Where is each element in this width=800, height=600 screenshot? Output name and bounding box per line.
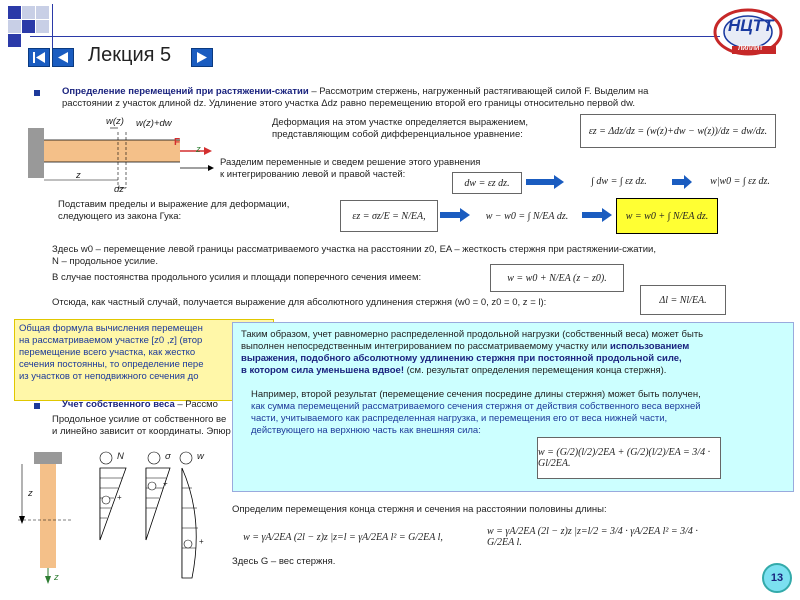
- popup-para1: [241, 329, 789, 377]
- deco-square-dark-1: [8, 6, 21, 19]
- arrow-4: [582, 208, 612, 222]
- bullet-2: [34, 403, 40, 409]
- limits-eq1: εz = σz/E = N/EA,: [340, 200, 438, 232]
- popup-p1e: в котором сила уменьшена вдвое!: [241, 365, 404, 376]
- wdw-label: w(z)+dw: [136, 118, 172, 129]
- here-equation: w = w0 + N/EA (z − z0).: [490, 264, 624, 292]
- limits-line1: Подставим пределы и выражение для деформации,: [58, 199, 290, 210]
- force-label: F: [174, 137, 181, 148]
- arrow-3: [440, 208, 470, 222]
- section1-line1: – Рассмотрим стержень, нагруженный растягивающей силой F. Выделим на: [308, 86, 649, 97]
- arrow-2: [672, 175, 692, 189]
- popup-p2d: действующего на верхнюю часть как внешняя сила:: [251, 425, 481, 436]
- page-number-badge: [762, 563, 792, 593]
- page-number: 13: [770, 572, 784, 584]
- here-line2: N – продольное усилие.: [52, 256, 158, 267]
- popup-para2: [251, 389, 789, 437]
- explanation-popup: [232, 322, 794, 492]
- axis-z2-label: z: [54, 572, 59, 583]
- endresult-eq1: w = γA/2EA (2l − z)z |z=l = γA/2EA l² = G/2EA l,: [230, 518, 456, 556]
- limits-line2: следующего из закона Гука:: [58, 211, 182, 222]
- separate-eq1: dw = εz dz.: [452, 172, 522, 194]
- w-epure-label: w: [197, 451, 204, 462]
- general-line2: на рассматриваемом участке [z0 ,z] (втор: [19, 335, 203, 346]
- deform-line1: Деформация на этом участке определяется выражением,: [272, 117, 529, 128]
- triangle-right-icon: [192, 49, 212, 66]
- logo: [712, 6, 784, 58]
- popup-p1b: выполнен непосредственным интегрированием по рассматриваемому участку или: [241, 341, 610, 352]
- popup-equation: w = (G/2)(l/2)/2EA + (G/2)(l/2)/EA = 3/4 · Gl/2EA.: [537, 437, 721, 479]
- here-text: [52, 244, 792, 268]
- logo-subtext: ЛИЛЛИТ: [738, 46, 763, 52]
- here-line1: Здесь w0 – перемещение левой границы рассматриваемого участка на расстоянии z0, EA – жесткость стержня при растяжении-сжатии,: [52, 244, 656, 255]
- limits-text: [58, 199, 348, 223]
- w-label: w(z): [106, 116, 124, 127]
- selfweight-line2: и линейно зависит от координаты. Эпюр: [52, 426, 231, 437]
- selfweight-body: [52, 414, 242, 438]
- popup-p1f: (см. результат определения перемещения конца стержня).: [403, 365, 667, 376]
- deform-line2: представляющим собой дифференциальное уравнение:: [272, 129, 523, 140]
- arrow-1: [526, 175, 564, 189]
- separate-eq2: ∫ dw = ∫ εz dz.: [568, 166, 670, 196]
- popup-p2a: Например, второй результат (перемещение сечения посредине длины стержня) может быть получен,: [251, 389, 701, 400]
- here-line3: В случае постоянства продольного усилия и площади поперечного сечения имеем:: [52, 272, 422, 283]
- popup-p1a: Таким образом, учет равномерно распределенной продольной нагрузки (собственный веса) может быть: [241, 329, 704, 340]
- dz-dim-label: dz: [114, 184, 125, 195]
- logo-text: НЦТТ: [728, 16, 774, 35]
- sigma-epure-label: σ: [165, 451, 171, 462]
- header-rule-short: [60, 10, 710, 24]
- deco-square-dark-4: [22, 20, 35, 33]
- selfweight-heading: Учет собственного веса: [62, 399, 175, 410]
- section1-heading: Определение перемещений при растяжении-сжатии: [62, 86, 309, 97]
- first-slide-button[interactable]: [28, 48, 50, 67]
- bullet-1: [34, 90, 40, 96]
- header-rule: [30, 36, 720, 37]
- popup-p2b: как сумма перемещений рассматриваемого сечения стержня от действия собственного веса верхней: [251, 401, 701, 412]
- limits-eq3-highlight: w = w0 + ∫ N/EA dz.: [616, 198, 718, 234]
- bar-diagram: [28, 112, 218, 198]
- section1-line2: расстоянии z участок длиной dz. Удлинение этого участка Δdz равно перемещению второй его границы относительно первой dw.: [62, 98, 636, 109]
- deco-square-dark-5: [8, 34, 21, 47]
- selfweight-cont: – Рассмо: [174, 399, 218, 410]
- general-line5: из участков от неподвижного сечения до: [19, 371, 199, 382]
- n-epure-label: N: [117, 451, 124, 462]
- selfweight-head: [62, 399, 242, 411]
- separate-eq3: w|w0 = ∫ εz dz.: [694, 166, 786, 196]
- section1-text: [62, 86, 762, 110]
- axis-z-label: z: [196, 144, 201, 155]
- next-slide-button[interactable]: [191, 48, 213, 67]
- plus-sign-w: +: [199, 537, 204, 546]
- prev-slide-button[interactable]: [52, 48, 74, 67]
- z-dim2-label: z: [28, 488, 33, 499]
- here-line4: Отсюда, как частный случай, получается выражение для абсолютного удлинения стержня (w0 = 0, z0 = 0, z = l):: [52, 297, 547, 308]
- deform-equation: εz = Δdz/dz = (w(z)+dw − w(z))/dz = dw/dz.: [580, 114, 776, 148]
- endresult-line: Определим перемещения конца стержня и сечения на расстоянии половины длины:: [232, 504, 607, 515]
- abs-elongation-eq: Δl = Nl/EA.: [640, 285, 726, 315]
- separate-line1: Разделим переменные и сведем решение этого уравнения: [220, 157, 481, 168]
- popup-p1d: выражения, подобного абсолютному удлинению стержня при постоянной продольной силе,: [241, 353, 682, 364]
- skip-start-icon: [29, 49, 49, 66]
- endresult-note: Здесь G – вес стержня.: [232, 556, 336, 567]
- plus-sign-sigma: +: [163, 479, 168, 488]
- general-line4: сечения постоянны, то определение пере: [19, 359, 204, 370]
- popup-p1c: использованием: [609, 341, 690, 352]
- epure-diagram: [14, 448, 224, 588]
- separate-line2: к интегрированию левой и правой частей:: [220, 169, 406, 180]
- page-title: Лекция 5: [88, 44, 172, 66]
- endresult-eq2: w = γA/2EA (2l − z)z |z=l/2 = 3/4 · γA/2EA l² = 3/4 · G/2EA l.: [486, 518, 728, 556]
- plus-sign-n: +: [117, 493, 122, 502]
- limits-eq2: w − w0 = ∫ N/EA dz.: [472, 198, 582, 234]
- general-line1: Общая формула вычисления перемещен: [19, 323, 203, 334]
- deform-text: [272, 117, 572, 141]
- deco-square-light-2: [36, 20, 49, 33]
- deco-square-dark-2: [22, 6, 35, 19]
- deco-square-dark-3: [36, 6, 49, 19]
- triangle-left-icon: [53, 49, 73, 66]
- deco-square-light-1: [8, 20, 21, 33]
- popup-p2c: части, учитываемого как распределенная нагрузка, и перемещения его от веса нижней части,: [251, 413, 668, 424]
- selfweight-line1: Продольное усилие от собственного ве: [52, 414, 227, 425]
- z-dim-label: z: [76, 170, 81, 181]
- general-line3: перемещение всего участка, как жестко: [19, 347, 196, 358]
